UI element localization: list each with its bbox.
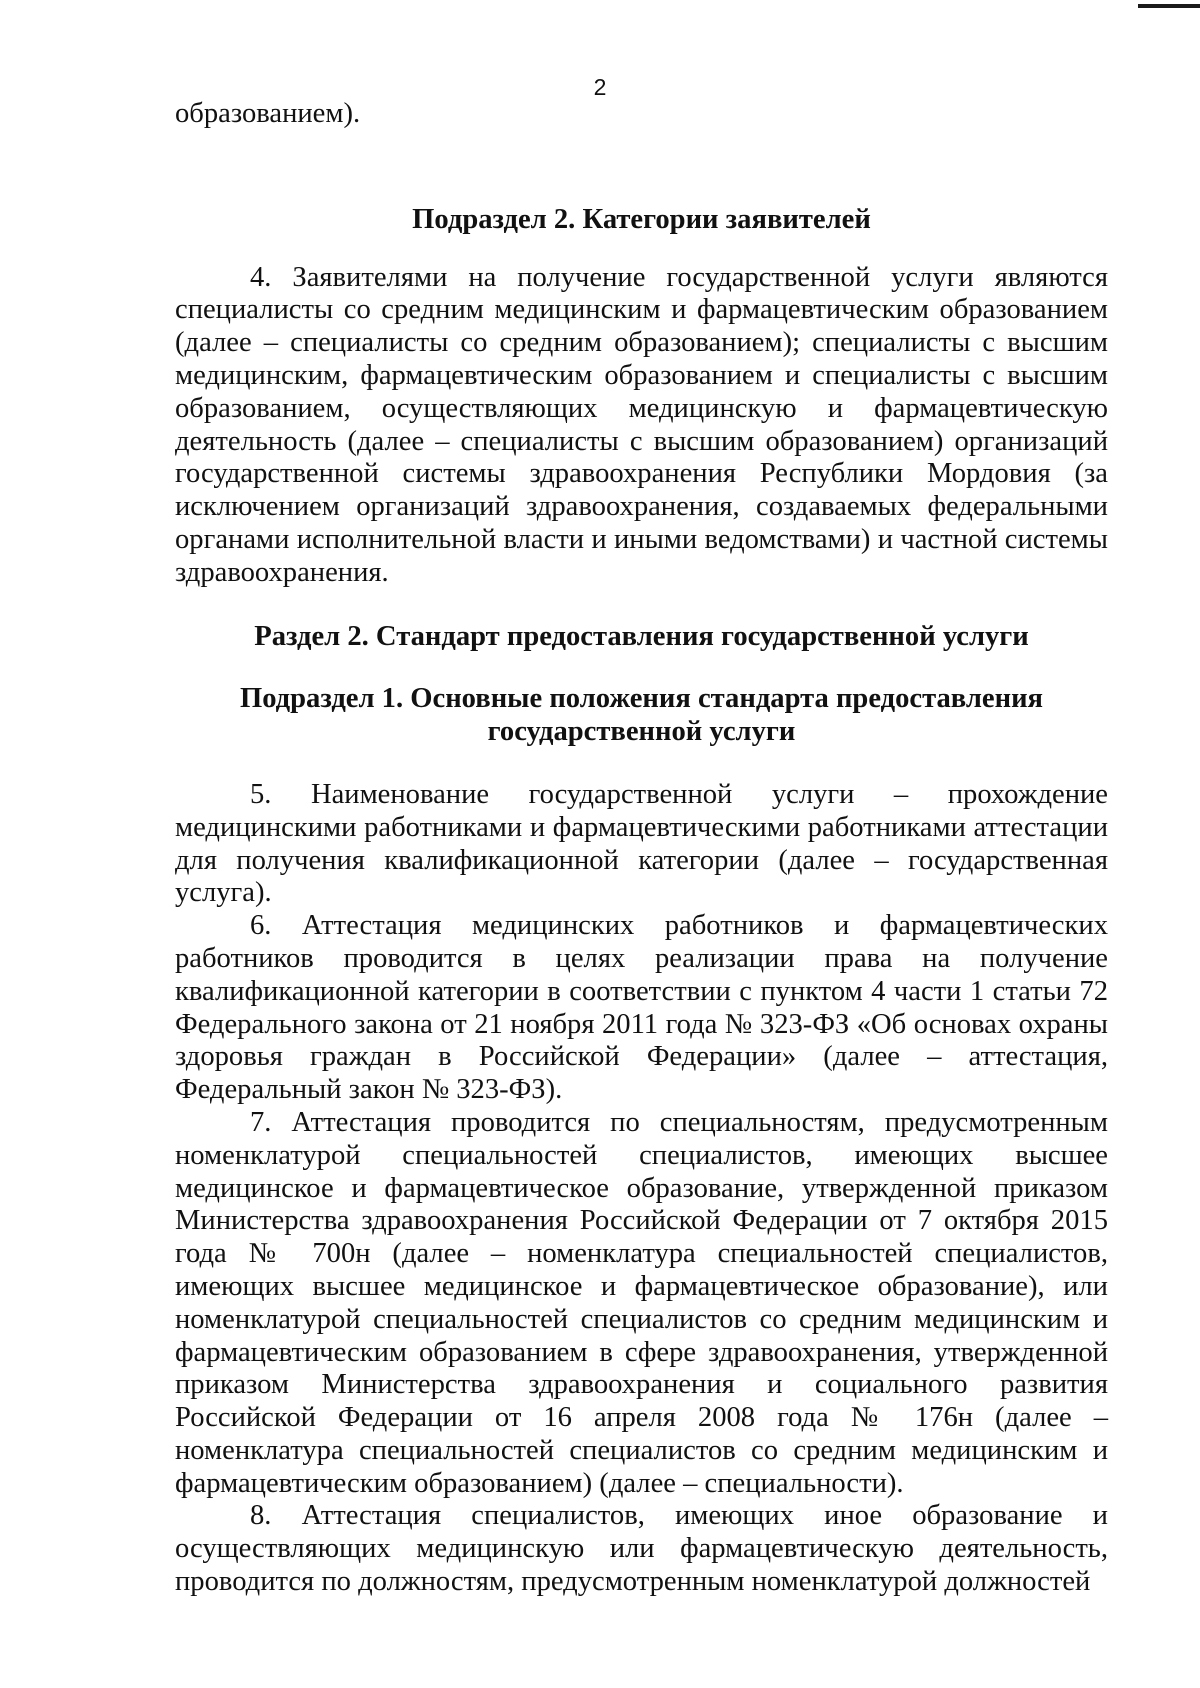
section-heading-standard: Раздел 2. Стандарт предоставления государственной услуги xyxy=(254,620,1029,652)
paragraph-7: 7. Аттестация проводится по специальностям, предусмотренным номенклатурой специальностей специалистов, имеющих высшее медицинское и фармацевтическое образование, утвержденной приказом Министерства здравоохранения Российской Федерации от 7 октября 2015 года № 700н (далее – номенклатура специальностей специалистов, имеющих высшее медицинское и фармацевтическое образование), или номенклатурой специальностей специалистов со средним медицинским и фармацевтическим образованием в сфере здравоохранения, утвержденной приказом Министерства здравоохранения и социального развития Российской Федерации от 16 апреля 2008 года № 176н (далее – номенклатура специальностей специалистов со средним медицинским и фармацевтическим образованием) (далее – специальности). xyxy=(175,1106,1108,1499)
document-body xyxy=(175,98,1108,1599)
paragraph-6: 6. Аттестация медицинских работников и фармацевтических работников проводится в целях реализации права на получение квалификационной категории в соответствии с пунктом 4 части 1 статьи 72 Федерального закона от 21 ноября 2011 года № 323-ФЗ «Об основах охраны здоровья граждан в Российской Федерации» (далее – аттестация, Федеральный закон № 323-ФЗ). xyxy=(175,910,1108,1106)
heading-line: Подраздел 1. Основные положения стандарта предоставления государственной услуги xyxy=(239,683,1044,748)
paragraph-4: 4. Заявителями на получение государственной услуги являются специалисты со средним медицинским и фармацевтическим образованием (далее – специалисты со средним образованием); специалисты с высшим медицинским, фармацевтическим образованием и специалисты с высшим образованием, осуществляющих медицинскую и фармацевтическую деятельность (далее – специалисты с высшим образованием) организаций государственной системы здравоохранения Республики Мордовия (за исключением организаций здравоохранения, создаваемых федеральными органами исполнительной власти и иными ведомствами) и частной системы здравоохранения. xyxy=(175,261,1108,588)
paragraph-8: 8. Аттестация специалистов, имеющих иное образование и осуществляющих медицинскую или фармацевтическую деятельность, проводится по должностям, предусмотренным номенклатурой должностей xyxy=(175,1500,1108,1598)
subsection-heading-applicants: Подраздел 2. Категории заявителей xyxy=(412,203,871,235)
continued-paragraph: образованием). xyxy=(175,98,361,129)
paragraph-5: 5. Наименование государственной услуги – прохождение медицинскими работниками и фармацевтическими работниками аттестации для получения квалификационной категории (далее – государственная услуга). xyxy=(175,778,1108,909)
subsection-heading-main-provisions xyxy=(175,683,1108,749)
scan-edge-mark xyxy=(1138,4,1200,8)
page-number: 2 xyxy=(593,74,607,100)
